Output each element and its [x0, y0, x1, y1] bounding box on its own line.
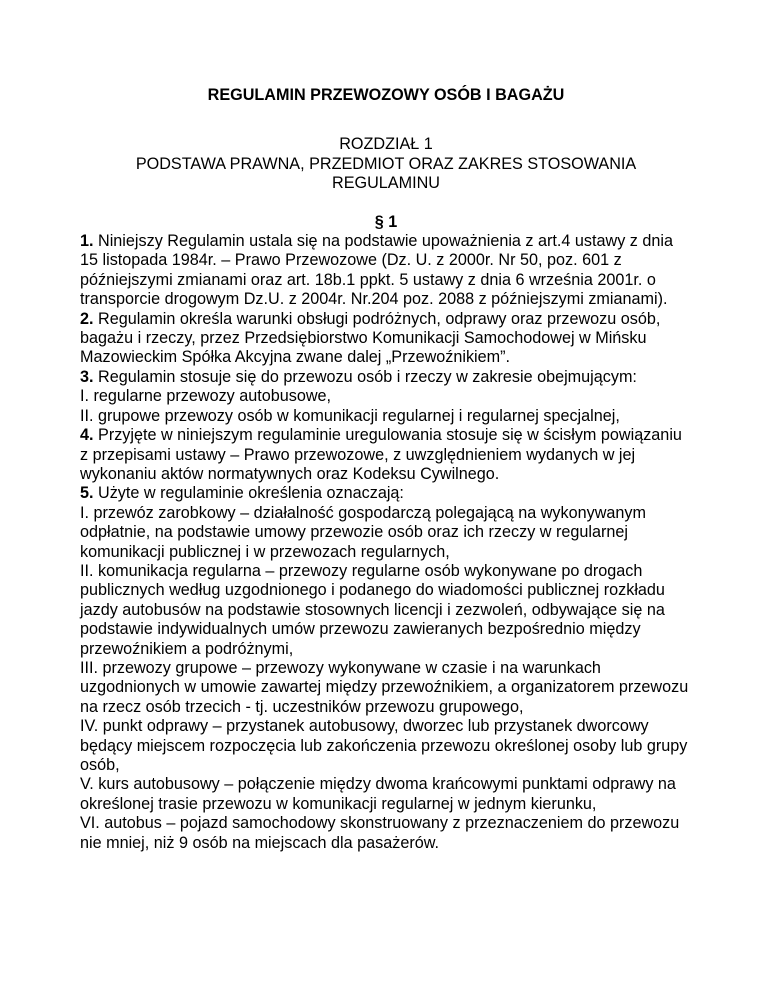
paragraph-3: 3. Regulamin stosuje się do przewozu osób i rzeczy w zakresie obejmującym:	[80, 367, 637, 386]
paragraph-5: 5. Użyte w regulaminie określenia oznaczają:	[80, 484, 404, 503]
chapter-title-line-2: REGULAMINU	[332, 174, 440, 193]
chapter-heading	[80, 135, 692, 193]
paragraph-number: 5	[80, 484, 90, 503]
chapter-label: ROZDZIAŁ 1	[339, 135, 433, 154]
paragraph-1: 1. Niniejszy Regulamin ustala się na podstawie upoważnienia z art.4 ustawy z dnia 15 listopada 1984r. – Prawo Przewozowe (Dz. U. z 2000r. Nr 50, poz. 601 z późniejszymi zmianami oraz art. 18b.1 ppkt. 5 ustawy z dnia 6 września 2001r. o transporcie drogowym Dz.U. z 2004r. Nr.204 poz. 2088 z późniejszymi zmianami).	[80, 232, 673, 309]
paragraph-2: 2. Regulamin określa warunki obsługi podróżnych, odprawy oraz przewozu osób, bagażu i rzeczy, przez Przedsiębiorstwo Komunikacji Samochodowej w Mińsku Mazowieckim Spółka Akcyjna zwane dalej „Przewoźnikiem”.	[80, 309, 661, 367]
chapter-title-line-1: PODSTAWA PRAWNA, PRZEDMIOT ORAZ ZAKRES STOSOWANIA	[135, 154, 637, 173]
paragraph-number: 2	[80, 309, 90, 328]
list-item: I. przewóz zarobkowy – działalność gospodarczą polegającą na wykonywanym odpłatnie, na podstawie umowy przewozie osób oraz ich rzeczy w regularnej komunikacji publicznej i w przewozach regularnych,	[80, 503, 646, 561]
paragraph-number: 1	[80, 232, 90, 251]
document-page	[80, 86, 692, 853]
paragraph-4: 4. Przyjęte w niniejszym regulaminie uregulowania stosuje się w ścisłym powiązaniu z przepisami ustawy – Prawo przewozowe, z uwzględnieniem wydanych w jej wykonaniu aktów normatywnych oraz Kodeksu Cywilnego.	[80, 426, 682, 483]
list-item: V. kurs autobusowy – połączenie między dwoma krańcowymi punktami odprawy na określonej trasie przewozu w komunikacji regularnej w jednym kierunku,	[80, 775, 676, 813]
document-title: REGULAMIN PRZEWOZOWY OSÓB I BAGAŻU	[207, 86, 565, 104]
list-item: IV. punkt odprawy – przystanek autobusowy, dworzec lub przystanek dworcowy będący miejscem rozpoczęcia lub zakończenia przewozu określonej osoby lub grupy osób,	[80, 717, 688, 774]
paragraph-number: 4	[80, 426, 90, 445]
list-item: I. regularne przewozy autobusowe,	[80, 387, 332, 406]
paragraph-text: Regulamin stosuje się do przewozu osób i rzeczy w zakresie obejmującym:	[98, 367, 637, 386]
paragraph-number: 3	[80, 367, 90, 386]
paragraph-text: Regulamin określa warunki obsługi podróżnych, odprawy oraz przewozu osób, bagażu i rzeczy, przez Przedsiębiorstwo Komunikacji Samochodowej w Mińsku Mazowieckim Spółka Akcyjna zwane dalej „Przewoźnikiem”.	[80, 309, 661, 367]
list-item: II. grupowe przewozy osób w komunikacji regularnej i regularnej specjalnej,	[80, 406, 620, 425]
section-number: § 1	[374, 212, 398, 231]
paragraph-text: Użyte w regulaminie określenia oznaczają:	[98, 484, 404, 503]
list-item: III. przewozy grupowe – przewozy wykonywane w czasie i na warunkach uzgodnionych w umowie zawartej między przewoźnikiem, a organizatorem przewozu na rzecz osób trzecich - tj. uczestników przewozu grupowego,	[80, 658, 689, 716]
list-item: II. komunikacja regularna – przewozy regularne osób wykonywane po drogach publicznych według uzgodnionego i podanego do wiadomości publicznej rozkładu jazdy autobusów na podstawie stosownych licencji i zezwoleń, odbywające się na podstawie indywidualnych umów przewozu zawieranych bezpośrednio między przewoźnikiem a podróżnymi,	[80, 561, 665, 658]
paragraph-text: Przyjęte w niniejszym regulaminie uregulowania stosuje się w ścisłym powiązaniu z przepisami ustawy – Prawo przewozowe, z uwzględnieniem wydanych w jej wykonaniu aktów normatywnych oraz Kodeksu Cywilnego.	[80, 426, 682, 483]
paragraph-text: Niniejszy Regulamin ustala się na podstawie upoważnienia z art.4 ustawy z dnia 15 listopada 1984r. – Prawo Przewozowe (Dz. U. z 2000r. Nr 50, poz. 601 z późniejszymi zmianami oraz art. 18b.1 ppkt. 5 ustawy z dnia 6 września 2001r. o transporcie drogowym Dz.U. z 2004r. Nr.204 poz. 2088 z późniejszymi zmianami).	[80, 232, 673, 309]
list-item: VI. autobus – pojazd samochodowy skonstruowany z przeznaczeniem do przewozu nie mniej, niż 9 osób na miejscach dla pasażerów.	[80, 814, 680, 852]
